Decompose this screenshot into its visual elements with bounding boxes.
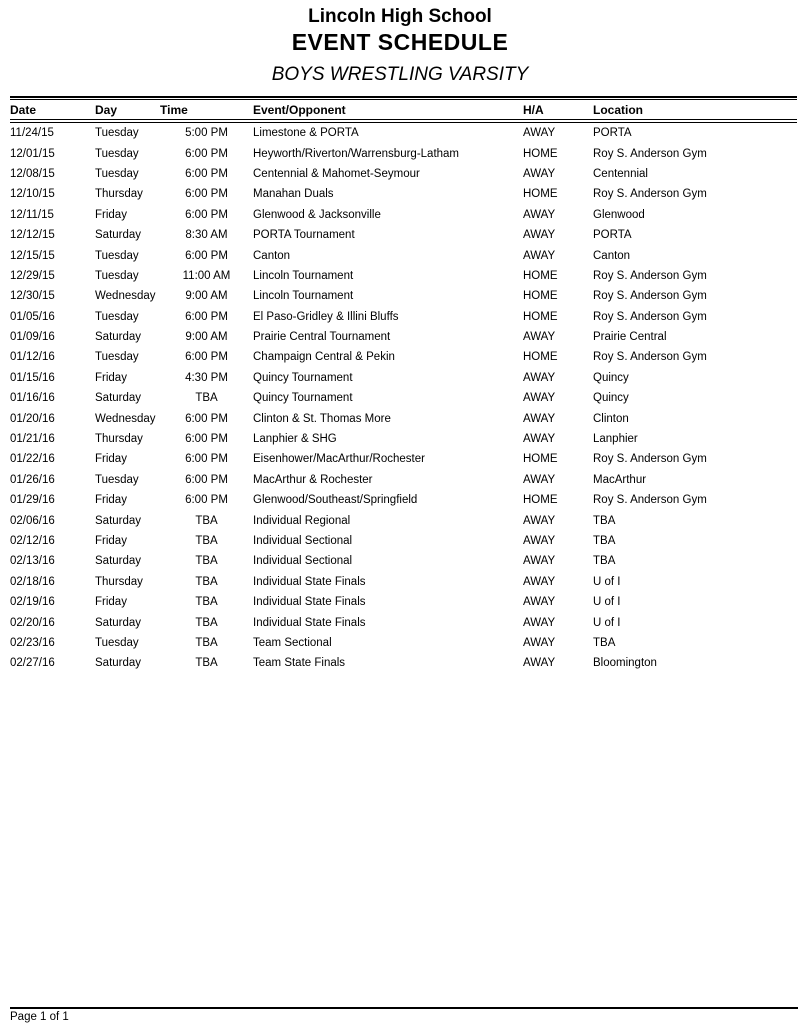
- table-cell-date: 12/30/15: [10, 290, 55, 303]
- table-cell-ha: HOME: [523, 351, 558, 364]
- column-header-date: Date: [10, 100, 95, 121]
- table-cell-time: 6:00 PM: [185, 310, 228, 323]
- table-cell-date: 01/16/16: [10, 392, 55, 405]
- table-cell-location: Canton: [593, 249, 631, 262]
- table-cell-time: 5:00 PM: [185, 127, 228, 140]
- table-cell-ha: AWAY: [523, 636, 556, 649]
- table-row: [10, 470, 797, 490]
- table-cell-date: 01/05/16: [10, 310, 55, 323]
- table-cell-date: 02/27/16: [10, 657, 55, 670]
- table-cell-day: Saturday: [95, 514, 142, 527]
- table-cell-date: 01/21/16: [10, 433, 55, 446]
- table-cell-time: 6:00 PM: [185, 147, 228, 160]
- table-cell-time: 6:00 PM: [185, 208, 228, 221]
- table-cell-location: Prairie Central: [593, 331, 667, 344]
- table-cell-ha: HOME: [523, 310, 558, 323]
- table-cell-ha: AWAY: [523, 575, 556, 588]
- table-cell-event: Canton: [253, 249, 291, 262]
- table-cell-location: Clinton: [593, 412, 629, 425]
- table-row: [10, 347, 797, 367]
- table-cell-location: Quincy: [593, 392, 629, 405]
- table-cell-time: TBA: [195, 616, 218, 629]
- table-cell-ha: HOME: [523, 147, 558, 160]
- table-cell-time: 6:00 PM: [185, 453, 228, 466]
- table-row: [10, 429, 797, 449]
- table-cell-ha: AWAY: [523, 249, 556, 262]
- table-row: [10, 266, 797, 286]
- table-row: [10, 572, 797, 592]
- table-cell-ha: AWAY: [523, 433, 556, 446]
- table-row: [10, 184, 797, 204]
- table-cell-time: 6:00 PM: [185, 433, 228, 446]
- table-row: [10, 449, 797, 469]
- table-cell-time: 4:30 PM: [185, 371, 228, 384]
- table-cell-date: 02/13/16: [10, 555, 55, 568]
- table-cell-event: Champaign Central & Pekin: [253, 351, 395, 364]
- table-cell-event: Individual State Finals: [253, 596, 366, 609]
- table-cell-date: 01/15/16: [10, 371, 55, 384]
- table-cell-event: Quincy Tournament: [253, 371, 353, 384]
- table-cell-day: Saturday: [95, 555, 142, 568]
- table-cell-day: Thursday: [95, 433, 143, 446]
- table-cell-time: 6:00 PM: [185, 412, 228, 425]
- table-cell-event: Glenwood & Jacksonville: [253, 208, 381, 221]
- table-cell-event: MacArthur & Rochester: [253, 473, 373, 486]
- table-cell-time: TBA: [195, 657, 218, 670]
- table-cell-time: 9:00 AM: [185, 290, 228, 303]
- table-row: [10, 368, 797, 388]
- table-cell-date: 02/20/16: [10, 616, 55, 629]
- table-row: [10, 551, 797, 571]
- table-cell-ha: AWAY: [523, 371, 556, 384]
- table-cell-event: Lincoln Tournament: [253, 269, 354, 282]
- table-cell-location: U of I: [593, 616, 621, 629]
- table-row: [10, 388, 797, 408]
- table-cell-time: 11:00 AM: [182, 269, 231, 282]
- table-cell-time: 6:00 PM: [185, 351, 228, 364]
- table-cell-date: 12/11/15: [10, 208, 54, 221]
- column-header-ha: H/A: [523, 100, 593, 121]
- table-cell-day: Tuesday: [95, 249, 139, 262]
- table-cell-date: 02/18/16: [10, 575, 55, 588]
- table-cell-date: 01/09/16: [10, 331, 55, 344]
- table-cell-date: 01/12/16: [10, 351, 55, 364]
- table-cell-date: 12/12/15: [10, 229, 55, 242]
- table-cell-event: Lincoln Tournament: [253, 290, 354, 303]
- table-cell-location: Centennial: [593, 167, 648, 180]
- table-cell-ha: AWAY: [523, 127, 556, 140]
- table-cell-day: Friday: [95, 371, 127, 384]
- column-header-location: Location: [593, 100, 797, 121]
- table-cell-day: Wednesday: [95, 412, 156, 425]
- table-cell-time: TBA: [195, 392, 218, 405]
- table-cell-location: PORTA: [593, 127, 632, 140]
- table-cell-time: 6:00 PM: [185, 494, 228, 507]
- table-cell-day: Tuesday: [95, 310, 139, 323]
- table-row: [10, 531, 797, 551]
- table-cell-time: 6:00 PM: [185, 249, 228, 262]
- table-cell-date: 12/01/15: [10, 147, 55, 160]
- table-cell-ha: AWAY: [523, 412, 556, 425]
- table-cell-ha: HOME: [523, 188, 558, 201]
- footer-rule: [10, 1007, 798, 1009]
- table-cell-time: 6:00 PM: [185, 473, 228, 486]
- table-cell-day: Tuesday: [95, 636, 139, 649]
- table-cell-location: Quincy: [593, 371, 629, 384]
- table-cell-location: TBA: [593, 555, 616, 568]
- table-cell-day: Thursday: [95, 575, 143, 588]
- table-cell-location: Roy S. Anderson Gym: [593, 269, 707, 282]
- table-cell-date: 12/29/15: [10, 269, 55, 282]
- table-cell-event: Individual State Finals: [253, 575, 366, 588]
- table-cell-location: TBA: [593, 636, 616, 649]
- table-cell-day: Saturday: [95, 229, 142, 242]
- table-row: [10, 510, 797, 530]
- table-row: [10, 164, 797, 184]
- table-cell-day: Friday: [95, 535, 127, 547]
- table-cell-ha: HOME: [523, 290, 558, 303]
- table-cell-date: 11/24/15: [10, 127, 54, 140]
- table-cell-location: PORTA: [593, 229, 632, 242]
- schedule-table-wrap: [10, 96, 797, 674]
- table-cell-ha: AWAY: [523, 657, 556, 670]
- table-row: [10, 653, 797, 673]
- table-cell-day: Tuesday: [95, 269, 139, 282]
- table-cell-event: Eisenhower/MacArthur/Rochester: [253, 453, 425, 466]
- table-cell-time: TBA: [195, 555, 218, 568]
- team-subtitle: BOYS WRESTLING VARSITY: [271, 64, 529, 85]
- table-row: [10, 408, 797, 428]
- document-title: EVENT SCHEDULE: [291, 29, 509, 55]
- table-cell-ha: AWAY: [523, 208, 556, 221]
- table-cell-time: TBA: [195, 514, 218, 527]
- column-header-day: Day: [95, 100, 160, 121]
- table-cell-date: 01/22/16: [10, 453, 55, 466]
- table-row: [10, 490, 797, 510]
- table-row: [10, 307, 797, 327]
- table-cell-day: Tuesday: [95, 147, 139, 160]
- schedule-table-body: [10, 121, 797, 674]
- table-cell-ha: AWAY: [523, 535, 556, 547]
- table-cell-location: Bloomington: [593, 657, 657, 670]
- table-cell-location: Roy S. Anderson Gym: [593, 310, 707, 323]
- schedule-table: [10, 100, 797, 674]
- table-cell-event: Limestone & PORTA: [253, 127, 359, 140]
- column-header-time: Time: [160, 100, 253, 121]
- table-cell-date: 12/08/15: [10, 167, 55, 180]
- table-cell-day: Thursday: [95, 188, 143, 201]
- table-cell-location: U of I: [593, 575, 621, 588]
- table-row: [10, 225, 797, 245]
- table-cell-ha: AWAY: [523, 167, 556, 180]
- table-cell-day: Tuesday: [95, 473, 139, 486]
- table-cell-event: Lanphier & SHG: [253, 433, 337, 446]
- table-cell-date: 02/23/16: [10, 636, 55, 649]
- table-cell-time: TBA: [195, 636, 218, 649]
- table-cell-location: Roy S. Anderson Gym: [593, 147, 707, 160]
- table-cell-event: Centennial & Mahomet-Seymour: [253, 167, 420, 180]
- table-cell-location: U of I: [593, 596, 621, 609]
- table-cell-day: Saturday: [95, 657, 142, 670]
- table-cell-ha: AWAY: [523, 616, 556, 629]
- table-cell-event: Individual Regional: [253, 514, 351, 527]
- table-cell-ha: AWAY: [523, 473, 556, 486]
- table-cell-date: 01/26/16: [10, 473, 55, 486]
- table-cell-event: Individual State Finals: [253, 616, 366, 629]
- table-cell-ha: HOME: [523, 453, 558, 466]
- table-cell-date: 01/29/16: [10, 494, 55, 507]
- page-number: Page 1 of 1: [10, 1011, 69, 1023]
- table-cell-time: TBA: [195, 535, 218, 547]
- table-cell-ha: HOME: [523, 494, 558, 507]
- table-cell-date: 02/12/16: [10, 535, 55, 547]
- table-cell-time: TBA: [195, 596, 218, 609]
- table-cell-ha: AWAY: [523, 514, 556, 527]
- table-cell-day: Tuesday: [95, 127, 139, 140]
- table-cell-day: Saturday: [95, 392, 142, 405]
- table-cell-date: 12/10/15: [10, 188, 55, 201]
- table-cell-date: 02/19/16: [10, 596, 55, 609]
- table-row: [10, 327, 797, 347]
- table-cell-event: Individual Sectional: [253, 555, 353, 568]
- table-row: [10, 592, 797, 612]
- table-cell-event: Prairie Central Tournament: [253, 331, 391, 344]
- table-cell-time: 6:00 PM: [185, 167, 228, 180]
- table-cell-location: Roy S. Anderson Gym: [593, 453, 707, 466]
- table-cell-event: Team Sectional: [253, 636, 332, 649]
- school-name: Lincoln High School: [308, 6, 492, 27]
- table-cell-event: PORTA Tournament: [253, 229, 355, 242]
- table-cell-date: 12/15/15: [10, 249, 55, 262]
- table-cell-ha: AWAY: [523, 331, 556, 344]
- table-cell-day: Tuesday: [95, 167, 139, 180]
- table-cell-time: 8:30 AM: [185, 229, 228, 242]
- table-cell-event: Clinton & St. Thomas More: [253, 412, 391, 425]
- table-row: [10, 245, 797, 265]
- table-cell-time: 6:00 PM: [185, 188, 228, 201]
- table-cell-event: Quincy Tournament: [253, 392, 353, 405]
- table-cell-location: Roy S. Anderson Gym: [593, 188, 707, 201]
- table-cell-event: Manahan Duals: [253, 188, 334, 201]
- table-cell-location: MacArthur: [593, 473, 647, 486]
- table-cell-day: Wednesday: [95, 290, 156, 303]
- table-cell-event: Team State Finals: [253, 657, 346, 670]
- table-cell-location: TBA: [593, 514, 616, 527]
- table-cell-date: 01/20/16: [10, 412, 55, 425]
- table-cell-location: Roy S. Anderson Gym: [593, 494, 707, 507]
- table-cell-date: 02/06/16: [10, 514, 55, 527]
- table-cell-day: Tuesday: [95, 351, 139, 364]
- table-cell-day: Friday: [95, 208, 127, 221]
- table-row: [10, 612, 797, 632]
- table-cell-day: Saturday: [95, 331, 142, 344]
- table-cell-location: Roy S. Anderson Gym: [593, 290, 707, 303]
- table-cell-day: Friday: [95, 453, 127, 466]
- table-row: [10, 143, 797, 163]
- table-cell-day: Friday: [95, 596, 127, 609]
- table-cell-event: Individual Sectional: [253, 535, 353, 547]
- table-cell-location: Lanphier: [593, 433, 638, 446]
- table-row: [10, 121, 797, 143]
- table-cell-time: 9:00 AM: [185, 331, 228, 344]
- table-cell-ha: AWAY: [523, 229, 556, 242]
- table-cell-day: Saturday: [95, 616, 142, 629]
- table-row: [10, 205, 797, 225]
- table-cell-ha: AWAY: [523, 392, 556, 405]
- table-cell-ha: AWAY: [523, 596, 556, 609]
- table-cell-event: Glenwood/Southeast/Springfield: [253, 494, 418, 507]
- table-cell-location: Glenwood: [593, 208, 645, 221]
- table-cell-time: TBA: [195, 575, 218, 588]
- table-cell-event: El Paso-Gridley & Illini Bluffs: [253, 310, 399, 323]
- table-cell-event: Heyworth/Riverton/Warrensburg-Latham: [253, 147, 460, 160]
- table-cell-location: Roy S. Anderson Gym: [593, 351, 707, 364]
- column-header-event: Event/Opponent: [253, 100, 523, 121]
- table-row: [10, 286, 797, 306]
- table-cell-ha: HOME: [523, 269, 558, 282]
- table-header-row: [10, 100, 797, 121]
- table-cell-day: Friday: [95, 494, 127, 507]
- table-row: [10, 633, 797, 653]
- table-cell-location: TBA: [593, 535, 616, 547]
- table-cell-ha: AWAY: [523, 555, 556, 568]
